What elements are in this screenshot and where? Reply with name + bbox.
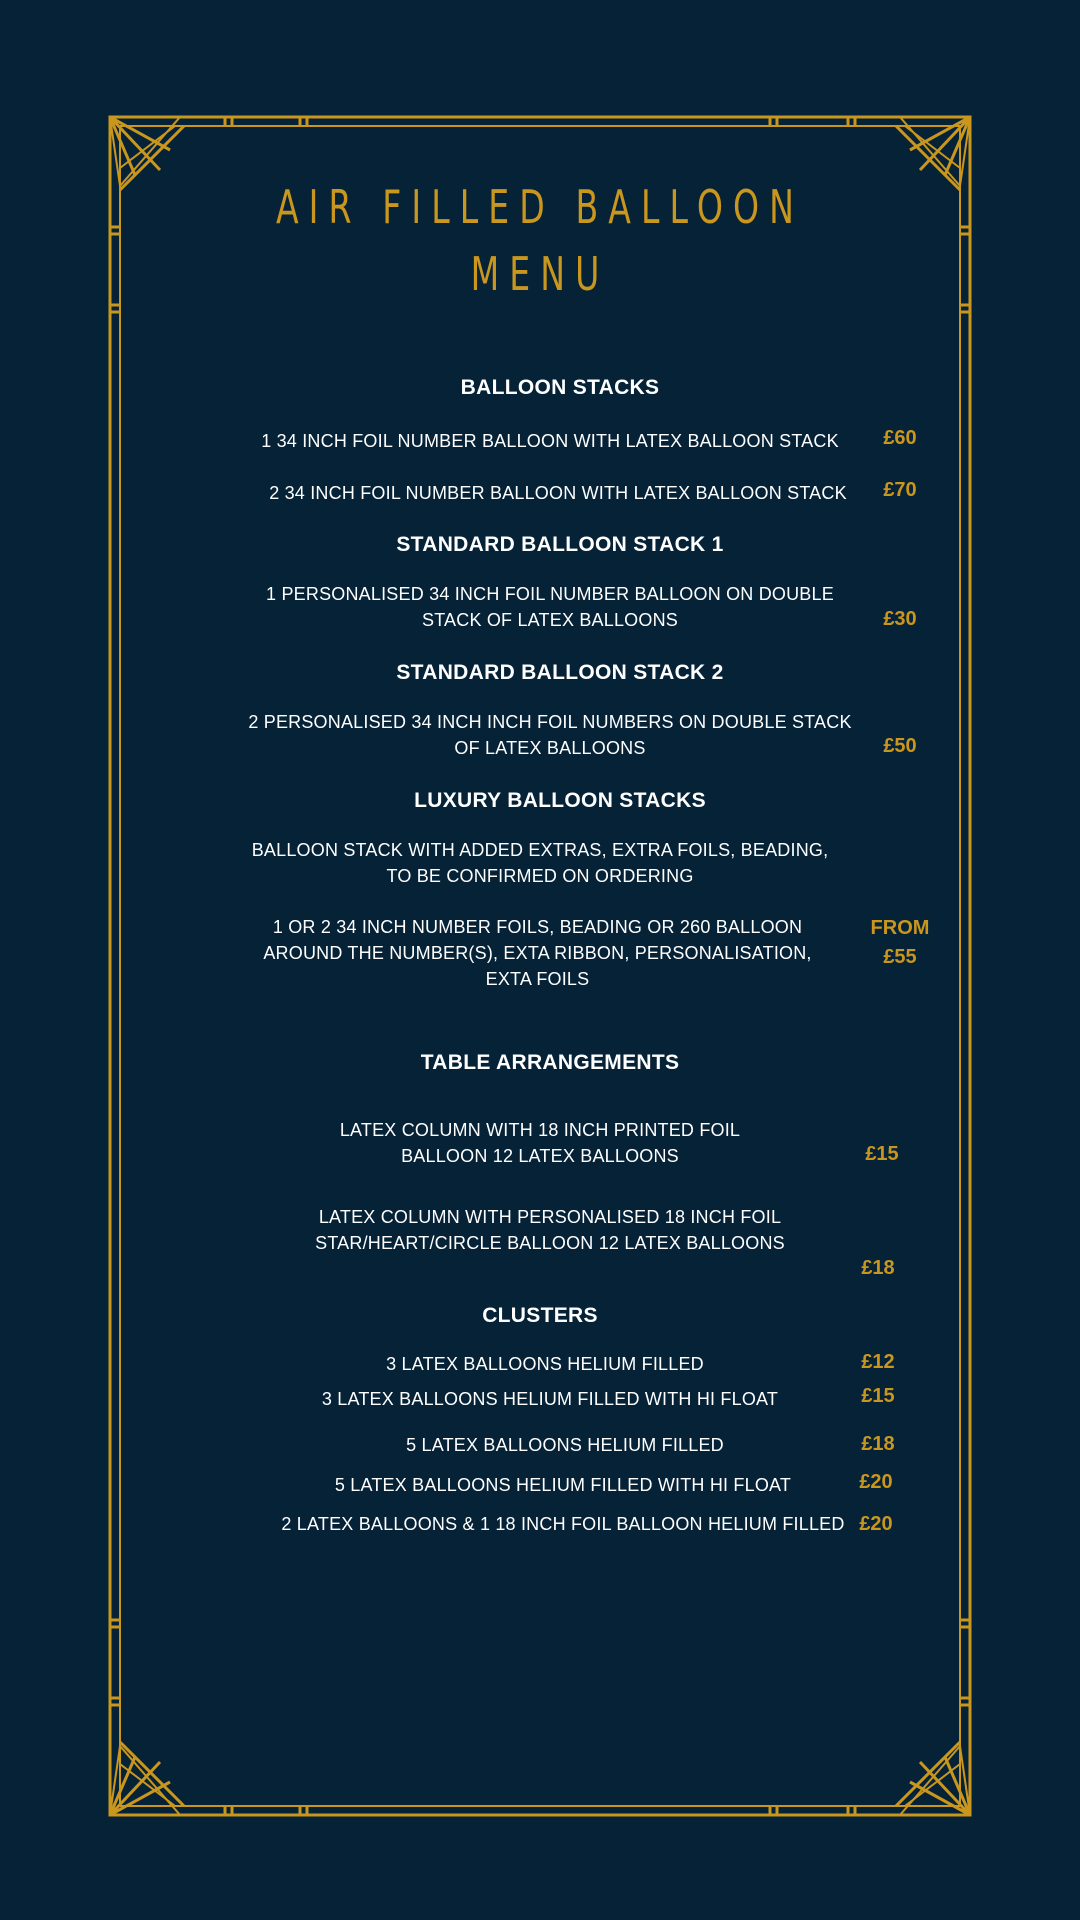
- menu-item-description: 5 LATEX BALLOONS HELIUM FILLED: [406, 1435, 724, 1455]
- menu-item-price: £20: [859, 1471, 893, 1493]
- section-heading-standard-stack-2: STANDARD BALLOON STACK 2: [396, 661, 724, 684]
- menu-item-price: £15: [861, 1385, 895, 1407]
- menu-item-price: £30: [883, 608, 917, 630]
- menu-item-description: 1 PERSONALISED 34 INCH FOIL NUMBER BALLOON ON DOUBLE STACK OF LATEX BALLOONS: [266, 584, 834, 630]
- menu-item-price: £18: [861, 1433, 895, 1455]
- menu-title-line-2: MENU: [470, 247, 610, 301]
- section-heading-clusters: CLUSTERS: [482, 1304, 598, 1327]
- menu-item-description: 1 34 INCH FOIL NUMBER BALLOON WITH LATEX BALLOON STACK: [261, 431, 839, 451]
- section-heading-standard-stack-1: STANDARD BALLOON STACK 1: [396, 533, 724, 556]
- section-heading-table-arrangements: TABLE ARRANGEMENTS: [420, 1051, 680, 1074]
- menu-item-description: 2 LATEX BALLOONS & 1 18 INCH FOIL BALLOON HELIUM FILLED: [281, 1514, 845, 1534]
- section-intro-text: BALLOON STACK WITH ADDED EXTRAS, EXTRA FOILS, BEADING, TO BE CONFIRMED ON ORDERING: [251, 840, 829, 886]
- menu-item-price: £15: [865, 1143, 899, 1165]
- menu-item-price: £18: [861, 1257, 895, 1279]
- menu-item-price: £60: [883, 427, 917, 449]
- section-heading-luxury-stacks: LUXURY BALLOON STACKS: [414, 789, 706, 812]
- section-heading-balloon-stacks: BALLOON STACKS: [460, 376, 660, 399]
- menu-item-description: 3 LATEX BALLOONS HELIUM FILLED: [386, 1354, 704, 1374]
- menu-item-price: £70: [883, 479, 917, 501]
- menu-item-description: 1 OR 2 34 INCH NUMBER FOILS, BEADING OR 260 BALLOON AROUND THE NUMBER(S), EXTA RIBBON, PERSONALISATION, EXTA FOILS: [263, 917, 812, 989]
- menu-item-description: LATEX COLUMN WITH PERSONALISED 18 INCH FOIL STAR/HEART/CIRCLE BALLOON 12 LATEX BALLOONS: [315, 1207, 785, 1253]
- menu-item-description: 3 LATEX BALLOONS HELIUM FILLED WITH HI FLOAT: [321, 1389, 779, 1409]
- menu-item-price: £12: [861, 1351, 895, 1373]
- menu-item-price: FROM £55: [870, 917, 930, 968]
- menu-item-description: 5 LATEX BALLOONS HELIUM FILLED WITH HI FLOAT: [334, 1475, 792, 1495]
- menu-item-price: £50: [883, 735, 917, 757]
- menu-item-description: 2 34 INCH FOIL NUMBER BALLOON WITH LATEX BALLOON STACK: [269, 483, 847, 503]
- menu-item-price: £20: [859, 1513, 893, 1535]
- menu-item-description: LATEX COLUMN WITH 18 INCH PRINTED FOIL BALLOON 12 LATEX BALLOONS: [339, 1120, 741, 1166]
- menu-item-description: 2 PERSONALISED 34 INCH INCH FOIL NUMBERS ON DOUBLE STACK OF LATEX BALLOONS: [248, 712, 852, 758]
- menu-title-line-1: AIR FILLED BALLOON: [275, 180, 805, 234]
